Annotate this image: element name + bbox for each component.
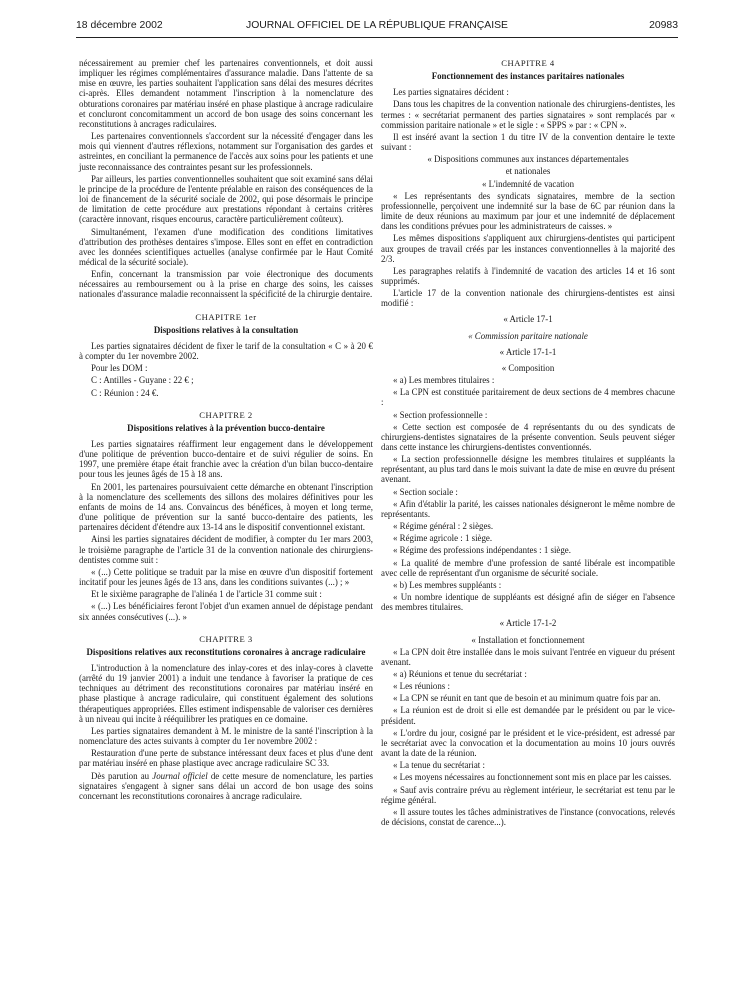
paragraph: C : Réunion : 24 €.: [91, 387, 159, 398]
paragraph: Les parties signataires décident de fixer le tarif de la consultation « C » à 20 € à compter du 1er novembre 2002.: [79, 340, 373, 362]
paragraph: « Un nombre identique de suppléants est désigné afin de siéger en l'absence des membres titulaires.: [381, 592, 675, 613]
paragraph: « Sauf avis contraire prévu au règlement intérieur, le secrétariat est tenu par le régime général.: [381, 784, 675, 805]
paragraph: « Régime agricole : 1 siège.: [393, 533, 493, 544]
paragraph: « Section professionnelle :: [393, 409, 488, 420]
page-header: [76, 20, 678, 36]
header-date: 18 décembre 2002: [76, 20, 163, 31]
paragraph: Simultanément, l'examen d'une modification des conditions limitatives d'attribution des prothèses dentaires s'impose. Elles sont en effet en contradiction avec les données scientifiques actuelles (analyse confirmée par le Haut Comité médical de la sécurité sociale).: [79, 226, 373, 267]
paragraph: « Cette section est composée de 4 représentants du ou des syndicats de chirurgiens-dentistes signataires de la présente convention. Seuls peuvent siéger dans cette instance les chirurgiens-dentistes conventionnés.: [381, 421, 675, 452]
paragraph: Les parties signataires réaffirment leur engagement dans le développement d'une politique de prévention bucco-dentaire et de suivi régulier de soins. En 1997, une première étape était franchie avec la création d'un bilan bucco-dentaire pour tous les jeunes âgés de 15 à 18 ans.: [79, 439, 373, 480]
article-heading: « Article 17-1-1: [499, 346, 557, 357]
paragraph: « La qualité de membre d'une profession de santé libérale est incompatible avec celle de représentant d'un organisme de sécurité sociale.: [381, 557, 675, 578]
paragraph: [79, 771, 373, 801]
chapter-title: Fonctionnement des instances paritaires nationales: [431, 71, 625, 82]
quote-paragraph: « (...) Cette politique se traduit par la mise en œuvre d'un dispositif fortement incitatif pour les jeunes âgés de 13 ans, dans les conditions suivantes (...) ; »: [79, 566, 373, 588]
section-heading: « L'indemnité de vacation: [481, 178, 575, 189]
quote-paragraph: « (...) Les bénéficiaires feront l'objet d'un examen annuel de dépistage pendant six années consécutives (...). »: [79, 601, 373, 622]
article-subheading: « Installation et fonctionnement: [471, 634, 585, 645]
paragraph: Pour les DOM :: [91, 363, 148, 374]
paragraph: nécessairement au premier chef les partenaires conventionnels, et doit aussi impliquer les régimes complémentaires d'assurance maladie. Dans l'attente de sa mise en œuvre, les parties souhaitent l'application sans délai des mesures décrites ci-après. Elles demandent notamment l'inscription à la nomenclature des obturations coronaires par matériau inséré en phase plastique à ancrage radiculaire et concluront concomitamment un accord de bon usage des soins concernant les reconstitutions à ancrages radiculaires.: [79, 58, 373, 129]
text-run: de cette mesure de nomenclature, les parties signataires s'engagent à signer sans délai un accord de bon usage des soins concernant les reconstitutions coronaires à ancrage radiculaire.: [79, 770, 373, 801]
chapter-title: Dispositions relatives à la prévention bucco-dentaire: [127, 422, 325, 433]
paragraph: Les parties signataires demandent à M. le ministre de la santé l'inscription à la nomenclature des actes suivants à compter du 1er novembre 2002 :: [79, 725, 373, 747]
paragraph: « Régime général : 2 sièges.: [393, 521, 494, 532]
paragraph: Les parties signataires décident :: [393, 87, 509, 98]
journal-name: Journal officiel: [152, 770, 208, 781]
chapter-heading: CHAPITRE 2: [199, 409, 253, 420]
paragraph: « La réunion est de droit si elle est demandée par le président ou par le vice-président.: [381, 705, 675, 726]
chapter-title: Dispositions relatives aux reconstitutions coronaires à ancrage radiculaire: [86, 646, 366, 657]
article-heading: « Article 17-1: [503, 314, 553, 325]
paragraph: « Régime des professions indépendantes : 1 siège.: [393, 545, 571, 556]
paragraph: « La section professionnelle désigne les membres titulaires et suppléants la représentant, au plus tard dans le mois suivant la date de mise en œuvre du présent avenant.: [381, 454, 675, 485]
paragraph: L'article 17 de la convention nationale des chirurgiens-dentistes est ainsi modifié :: [381, 288, 675, 309]
paragraph: « Afin d'établir la parité, les caisses nationales désigneront le même nombre de représentants.: [381, 498, 675, 519]
paragraph: « La CPN se réunit en tant que de besoin et au minimum quatre fois par an.: [393, 693, 661, 704]
paragraph: Les mêmes dispositions s'appliquent aux chirurgiens-dentistes qui participent aux groupes de travail créés par les instances conventionnelles à la majorité des 2/3.: [381, 233, 675, 264]
text-run: Dès parution au: [91, 770, 153, 781]
paragraph: Par ailleurs, les parties conventionnelles souhaitent que soit examiné sans délai le principe de la procédure de l'entente préalable en raison des conséquences de la loi de financement de la sécurité sociale de 2002, qui pose désormais le principe de limitation de cette procédure aux prestations répondant à certains critères (caractère innovant, risques encourus, caractère particulièrement coûteux).: [79, 173, 373, 225]
paragraph: Les partenaires conventionnels s'accordent sur la nécessité d'engager dans les mois qui viennent d'autres réflexions, notamment sur l'organisation des gardes et astreintes, en conciliant la permanence de l'accès aux soins pour les patients et une juste reconnaissance des contraintes pesant sur les professionnels.: [79, 131, 373, 172]
paragraph: « Il assure toutes les tâches administratives de l'instance (convocations, relevés de décisions, constat de carence...).: [381, 806, 675, 827]
chapter-title: Dispositions relatives à la consultation: [153, 324, 299, 335]
paragraph: Les paragraphes relatifs à l'indemnité de vacation des articles 14 et 16 sont supprimés.: [381, 265, 675, 286]
right-column: [381, 58, 675, 829]
paragraph: L'introduction à la nomenclature des inlay-cores et des inlay-cores à clavette (arrêté du 19 janvier 2001) a induit une tendance à favoriser la pratique de ces techniques au détriment des reconstitutions coronaires par matériau inséré en phase plastique à ancrage radiculaire, qui constituent également des solutions thérapeutiques appropriées. Elles estiment indispensable de valoriser ces dernières à un niveau qui incite à rééquilibrer les pratiques en ce domaine.: [79, 662, 373, 724]
paragraph: « Les représentants des syndicats signataires, membre de la section professionnelle, perçoivent une indemnité sur la base de 6C par réunion dans la limite de deux réunions au maximum par jour et une indemnité de déplacement dans les conditions prévues pour les administrateurs de caisses. »: [381, 190, 675, 232]
paragraph: Ainsi les parties signataires décident de modifier, à compter du 1er mars 2003, le troisième paragraphe de l'article 31 de la convention nationale des chirurgiens-dentistes comme suit :: [79, 534, 373, 565]
paragraph: « Section sociale :: [393, 486, 458, 497]
paragraph: Et le sixième paragraphe de l'alinéa 1 de l'article 31 comme suit :: [91, 589, 322, 600]
paragraph: « Les réunions :: [393, 681, 450, 692]
header-page-number: 20983: [649, 20, 678, 31]
paragraph: Dans tous les chapitres de la convention nationale des chirurgiens-dentistes, les termes : « secrétariat permanent des parties signataires » sont remplacés par « commission paritaire nationale » et le sigle : « SPPS » par : « CPN ».: [381, 99, 675, 130]
article-title: « Commission paritaire nationale: [468, 330, 588, 341]
paragraph: « a) Réunions et tenue du secrétariat :: [393, 668, 527, 679]
article-heading: « Article 17-1-2: [499, 618, 557, 629]
paragraph: Enfin, concernant la transmission par voie électronique des documents nécessaires au remboursement ou à la prise en charge des soins, les caisses nationales d'assurance maladie reconnaissent la spécificité de la chirurgie dentaire.: [79, 269, 373, 300]
paragraph: « La CPN doit être installée dans le mois suivant l'entrée en vigueur du présent avenant.: [381, 646, 675, 667]
paragraph: « La tenue du secrétariat :: [393, 760, 485, 771]
header-title: JOURNAL OFFICIEL DE LA RÉPUBLIQUE FRANÇAISE: [246, 20, 508, 31]
chapter-heading: CHAPITRE 4: [501, 58, 555, 68]
paragraph: C : Antilles - Guyane : 22 € ;: [91, 375, 194, 386]
paragraph: « L'ordre du jour, cosigné par le président et le vice-président, est adressé par le secrétariat avec la convocation et la documentation au moins 10 jours ouvrés avant la date de la réunion.: [381, 727, 675, 759]
chapter-heading: CHAPITRE 1er: [195, 311, 257, 322]
header-rule: [76, 37, 678, 38]
article-subheading: « Composition: [501, 362, 555, 373]
paragraph: « b) Les membres suppléants :: [393, 579, 502, 590]
section-heading: « Dispositions communes aux instances départementales: [427, 154, 629, 165]
paragraph: « Les moyens nécessaires au fonctionnement sont mis en place par les caisses.: [393, 772, 672, 783]
paragraph: Restauration d'une perte de substance intéressant deux faces et plus d'une dent par matériau inséré en phase plastique avec ancrage radiculaire SC 33.: [79, 748, 373, 769]
chapter-heading: CHAPITRE 3: [199, 633, 253, 644]
paragraph: « La CPN est constituée paritairement de deux sections de 4 membres chacune :: [381, 387, 675, 408]
paragraph: En 2001, les partenaires poursuivaient cette démarche en obtenant l'inscription à la nomenclature des scellements des sillons des molaires définitives pour les enfants de moins de 14 ans. Convaincus des bénéfices, à moyen et long terme, d'une politique de prévention sur la santé bucco-dentaire des patients, les partenaires décident d'étendre aux 13-14 ans le dispositif conventionnel existant.: [79, 481, 373, 533]
paragraph: « a) Les membres titulaires :: [393, 375, 495, 386]
section-heading: et nationales: [505, 166, 551, 177]
left-column: [79, 58, 373, 803]
paragraph: Il est inséré avant la section 1 du titre IV de la convention dentaire le texte suivant :: [381, 131, 675, 153]
